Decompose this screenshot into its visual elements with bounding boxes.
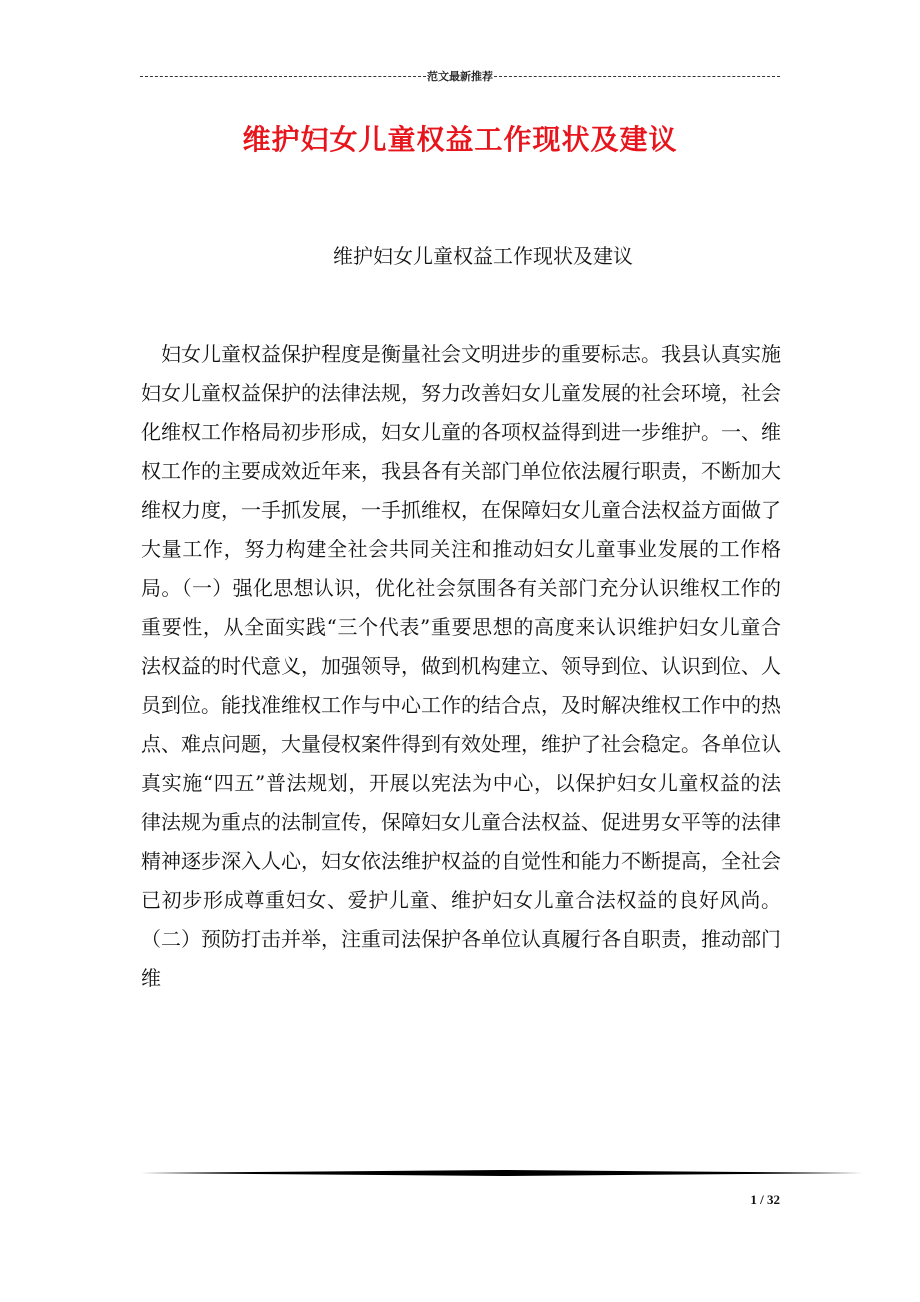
document-title: 维护妇女儿童权益工作现状及建议	[242, 123, 678, 156]
page-number: 1 / 32	[750, 1192, 780, 1207]
header-banner	[140, 68, 780, 84]
body-paragraph: 妇女儿童权益保护程度是衡量社会文明进步的重要标志。我县认真实施妇女儿童权益保护的法律法规，努力改善妇女儿童发展的社会环境，社会化维权工作格局初步形成，妇女儿童的各项权益得到进一步维护。一、维权工作的主要成效近年来，我县各有关部门单位依法履行职责，不断加大维权力度，一手抓发展，一手抓维权，在保障妇女儿童合法权益方面做了大量工作，努力构建全社会共同关注和推动妇女儿童事业发展的工作格局。（一）强化思想认识，优化社会氛围各有关部门充分认识维权工作的重要性，从全面实践“三个代表”重要思想的高度来认识维护妇女儿童合法权益的时代意义，加强领导，做到机构建立、领导到位、认识到位、人员到位。能找准维权工作与中心工作的结合点，及时解决维权工作中的热点、难点问题，大量侵权案件得到有效处理，维护了社会稳定。各单位认真实施“四五”普法规划，开展以宪法为中心，以保护妇女儿童权益的法律法规为重点的法制宣传，保障妇女儿童合法权益、促进男女平等的法律精神逐步深入人心，妇女依法维护权益的自觉性和能力不断提高，全社会已初步形成尊重妇女、爱护儿童、维护妇女儿童合法权益的良好风尚。（二）预防打击并举，注重司法保护各单位认真履行各自职责，推动部门维	[141, 342, 781, 990]
header-dash-left	[140, 76, 426, 77]
header-label: 范文最新推荐	[427, 70, 493, 83]
document-subtitle: 维护妇女儿童权益工作现状及建议	[333, 244, 633, 268]
footer-rule	[141, 1170, 863, 1176]
header-dash-right	[494, 76, 780, 77]
